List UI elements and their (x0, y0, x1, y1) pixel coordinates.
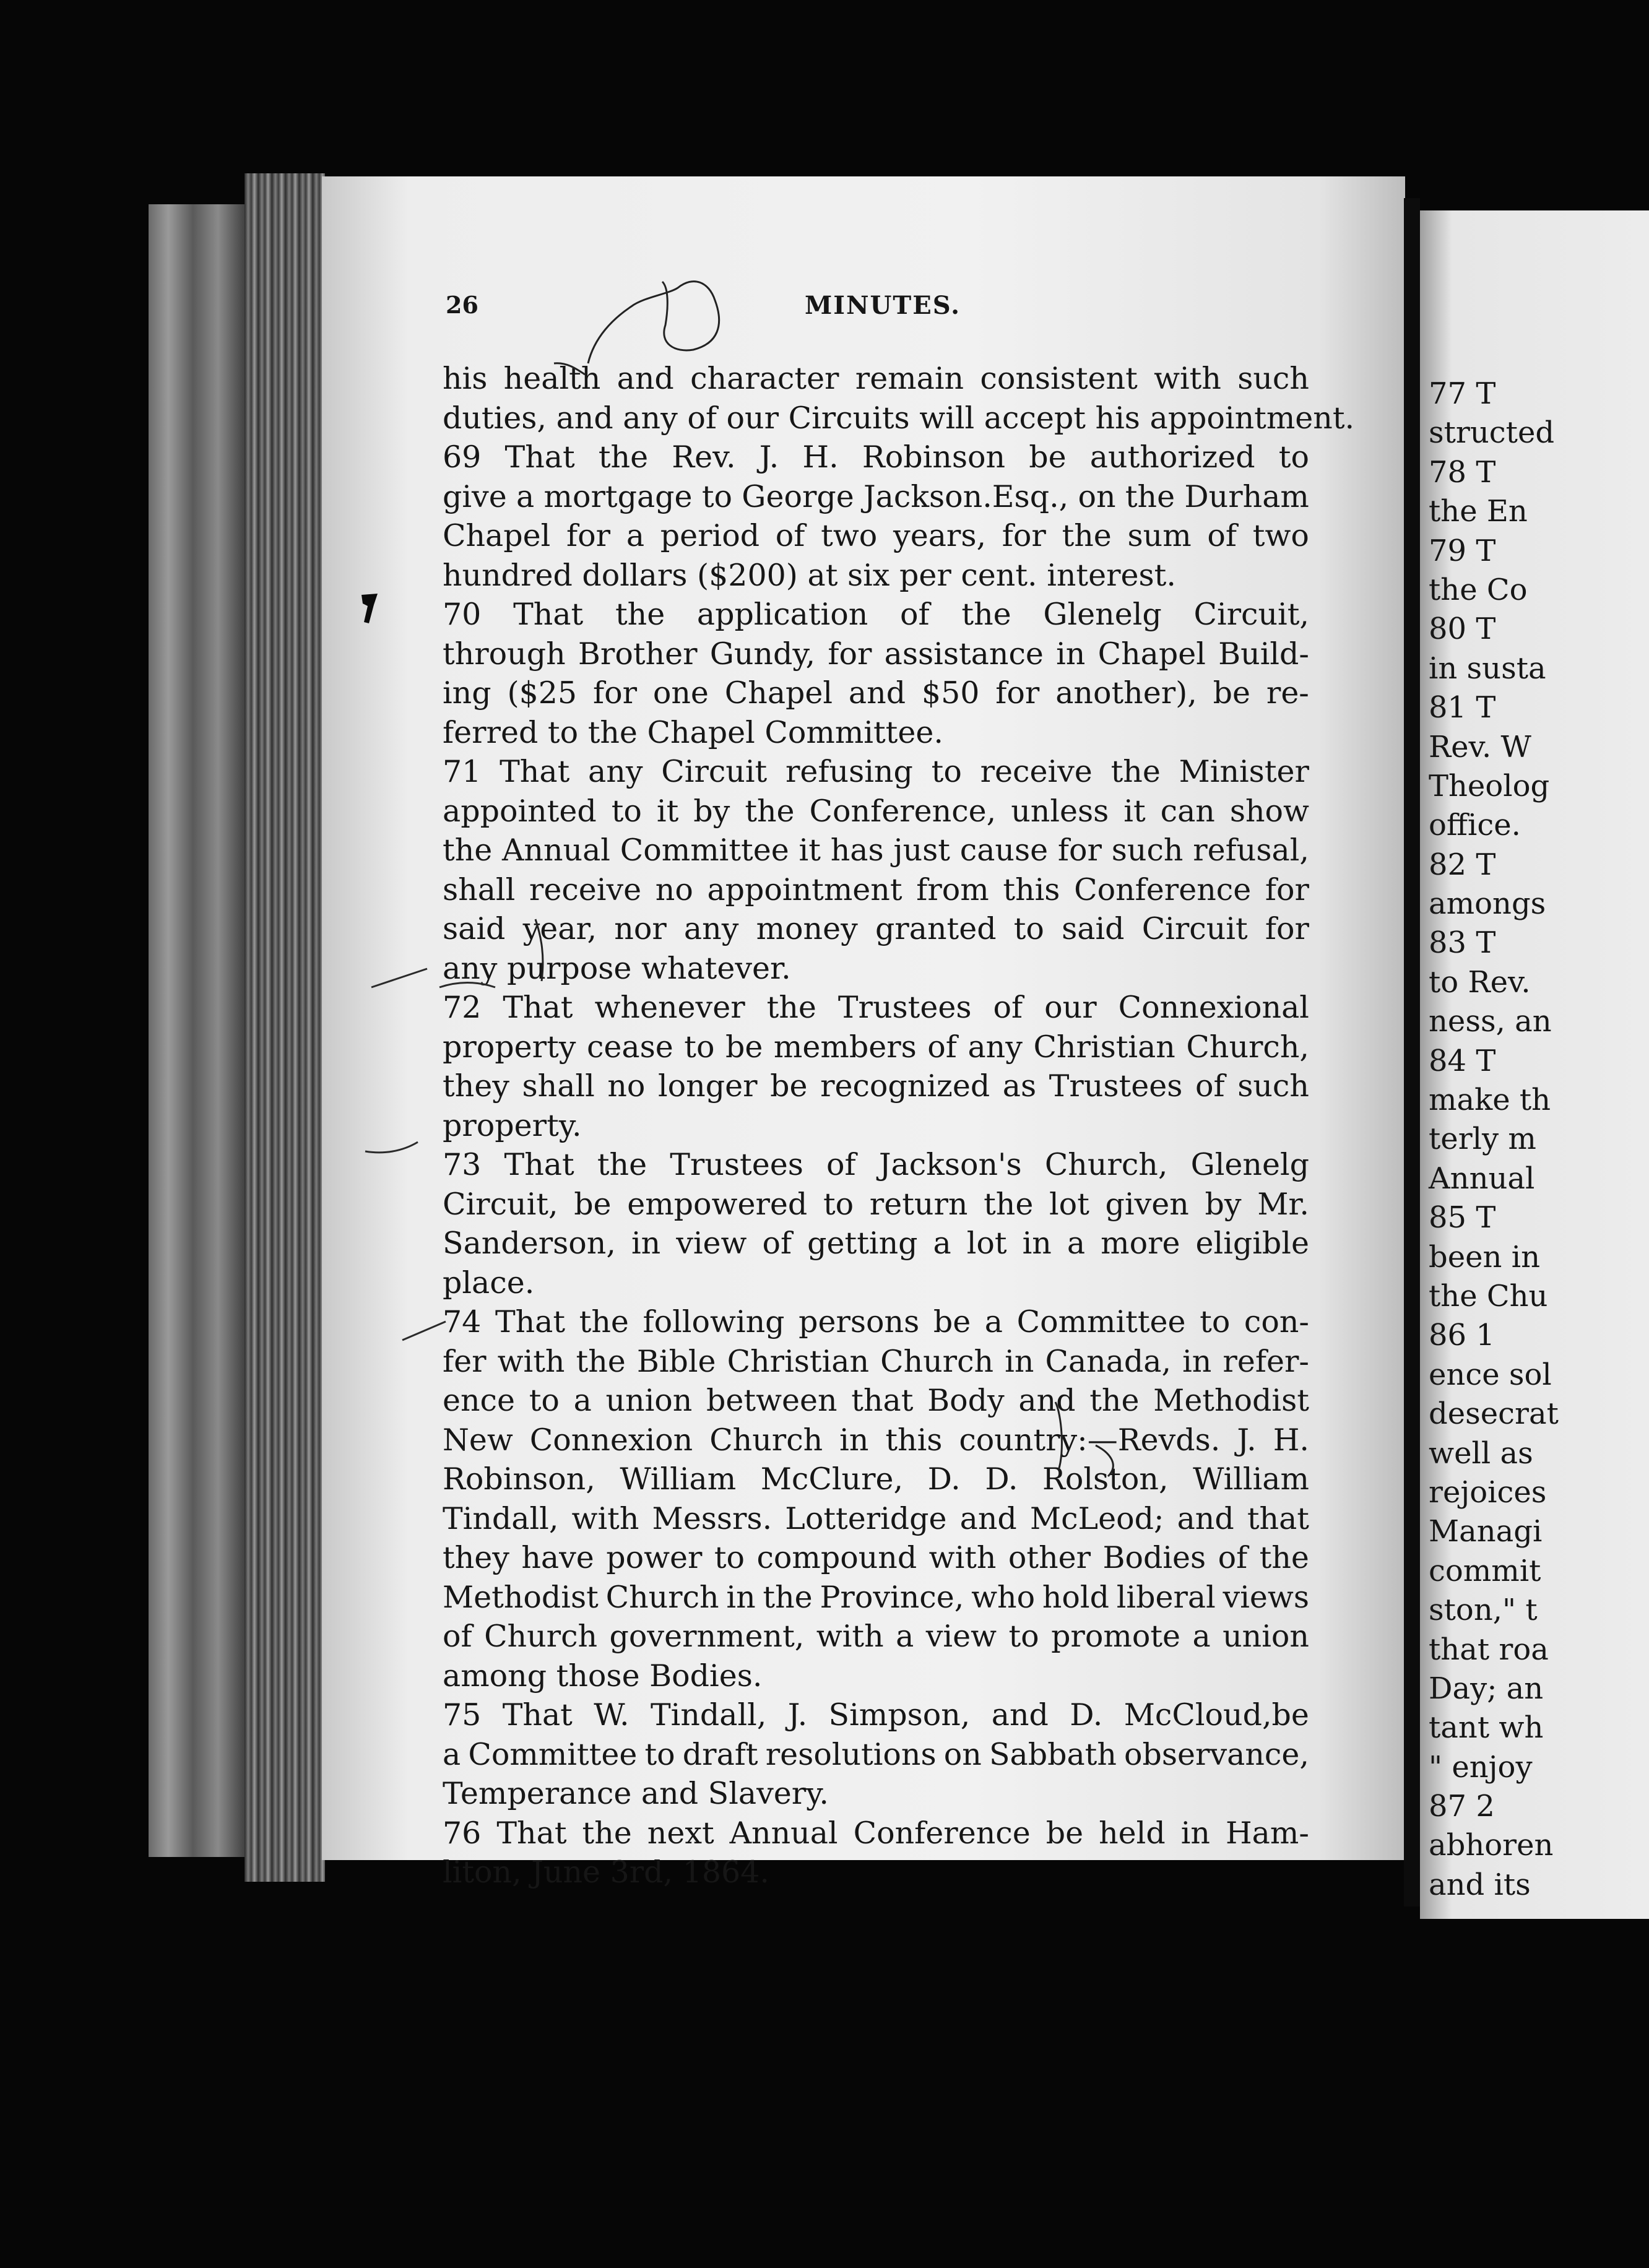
text-line: Circuit, be empowered to return the lot given by Mr. (443, 1186, 1309, 1222)
right-page-line: the En (1429, 494, 1528, 529)
text-line: 73 That the Trustees of Jackson's Church, Glenelg (443, 1147, 1309, 1182)
minutes-text (443, 359, 1355, 1892)
right-page-line: make th (1429, 1083, 1551, 1118)
right-page-line: ness, an (1429, 1004, 1552, 1039)
right-page-line: 80 T (1429, 612, 1496, 647)
text-line: shall receive no appointment from this Conference for (443, 872, 1309, 907)
text-line: among those Bodies. (443, 1658, 763, 1694)
right-page-line: 84 T (1429, 1043, 1496, 1078)
text-line: liton, June 3rd, 1864. (443, 1855, 769, 1890)
right-page-line: in susta (1429, 651, 1546, 686)
text-line: Temperance and Slavery. (443, 1776, 829, 1811)
right-page-line: 85 T (1429, 1200, 1496, 1236)
right-page-line: Managi (1429, 1514, 1543, 1549)
right-page-line: rejoices (1429, 1474, 1547, 1510)
text-line: 69 That the Rev. J. H. Robinson be authorized to (443, 439, 1309, 475)
text-line: Tindall, with Messrs. Lotteridge and McLeod; and that (443, 1500, 1309, 1536)
right-page-line: abhoren (1429, 1828, 1554, 1863)
right-page-line: the Co (1429, 572, 1528, 607)
text-line: Methodist Church in the Province, who hold liberal views (443, 1579, 1309, 1615)
text-line: ence to a union between that Body and the Methodist (443, 1383, 1309, 1418)
text-line: 74 That the following persons be a Committee to con- (443, 1304, 1309, 1340)
text-line: place. (443, 1265, 535, 1301)
right-page-line: desecrat (1429, 1396, 1559, 1432)
right-page-line: " enjoy (1429, 1749, 1533, 1785)
text-line: property cease to be members of any Christian Church, (443, 1029, 1309, 1065)
right-page-line: well as (1429, 1435, 1533, 1471)
text-line: 70 That the application of the Glenelg Circuit, (443, 597, 1309, 632)
page-header (446, 291, 1374, 328)
text-line: any purpose whatever. (443, 950, 791, 986)
text-line: 76 That the next Annual Conference be held in Ham- (443, 1815, 1309, 1851)
right-page-line: Theolog (1429, 768, 1550, 803)
text-line: hundred dollars ($200) at six per cent. interest. (443, 557, 1176, 593)
right-page-line: Day; an (1429, 1671, 1544, 1706)
right-page-line: office. (1429, 808, 1521, 843)
right-page-line: tant wh (1429, 1710, 1544, 1746)
right-page-line: terly m (1429, 1122, 1536, 1157)
text-line: New Connexion Church in this country:—Revds. J. H. (443, 1422, 1309, 1458)
ink-mark (358, 591, 383, 628)
right-page-line: 77 T (1429, 376, 1496, 411)
text-line: Chapel for a period of two years, for the sum of two (443, 518, 1309, 553)
right-page-line: 81 T (1429, 690, 1496, 725)
text-line: his health and character remain consistent with such (443, 361, 1309, 396)
right-page-line: commit (1429, 1553, 1541, 1588)
running-title: MINUTES. (805, 291, 961, 320)
text-line: 72 That whenever the Trustees of our Connexional (443, 990, 1309, 1025)
right-page-line: 82 T (1429, 847, 1496, 882)
text-line: they shall no longer be recognized as Trustees of such (443, 1068, 1309, 1104)
right-page-text (1429, 374, 1649, 1905)
text-line: of Church government, with a view to promote a union (443, 1619, 1309, 1654)
right-page-line: 83 T (1429, 925, 1496, 961)
page-edges (245, 173, 325, 1882)
book-edge-left (149, 204, 248, 1857)
text-line: 71 That any Circuit refusing to receive the Minister (443, 754, 1309, 789)
right-page-line: structed (1429, 415, 1555, 451)
text-line: give a mortgage to George Jackson.Esq., on the Durham (443, 478, 1309, 514)
text-line: Sanderson, in view of getting a lot in a more eligible (443, 1226, 1309, 1261)
book-gutter (1404, 198, 1420, 1907)
right-page-line: 86 1 (1429, 1318, 1495, 1353)
text-line: through Brother Gundy, for assistance in Chapel Build- (443, 636, 1309, 672)
text-line: 75 That W. Tindall, J. Simpson, and D. McCloud,be (443, 1697, 1309, 1733)
page-number: 26 (446, 291, 478, 319)
text-line: ing ($25 for one Chapel and $50 for another), be re- (443, 675, 1309, 711)
text-line: fer with the Bible Christian Church in Canada, in refer- (443, 1343, 1309, 1379)
text-line: they have power to compound with other Bodies of the (443, 1540, 1309, 1575)
text-line: duties, and any of our Circuits will accept his appointment. (443, 400, 1355, 436)
right-page-line: 79 T (1429, 533, 1496, 568)
text-line: said year, nor any money granted to said Circuit for (443, 911, 1309, 946)
text-line: property. (443, 1107, 582, 1143)
right-page-line: and its (1429, 1867, 1531, 1902)
right-page-line: Annual (1429, 1161, 1535, 1196)
text-line: a Committee to draft resolutions on Sabbath observance, (443, 1736, 1309, 1772)
right-page-line: that roa (1429, 1632, 1549, 1667)
text-line: ferred to the Chapel Committee. (443, 714, 943, 750)
right-page-fragment (1420, 210, 1649, 1919)
left-page (322, 176, 1405, 1890)
text-line: Robinson, William McClure, D. D. Rolston, William (443, 1461, 1309, 1497)
right-page-line: amongs (1429, 886, 1546, 922)
right-page-line: been in (1429, 1239, 1540, 1275)
right-page-line: ence sol (1429, 1357, 1552, 1392)
right-page-line: ston," t (1429, 1593, 1538, 1628)
right-page-line: 87 2 (1429, 1789, 1495, 1824)
right-page-line: Rev. W (1429, 729, 1531, 764)
text-line: the Annual Committee it has just cause for such refusal, (443, 833, 1309, 868)
right-page-line: the Chu (1429, 1278, 1548, 1314)
text-line: appointed to it by the Conference, unless it can show (443, 793, 1309, 829)
right-page-line: to Rev. (1429, 964, 1531, 1000)
right-page-line: 78 T (1429, 454, 1496, 490)
